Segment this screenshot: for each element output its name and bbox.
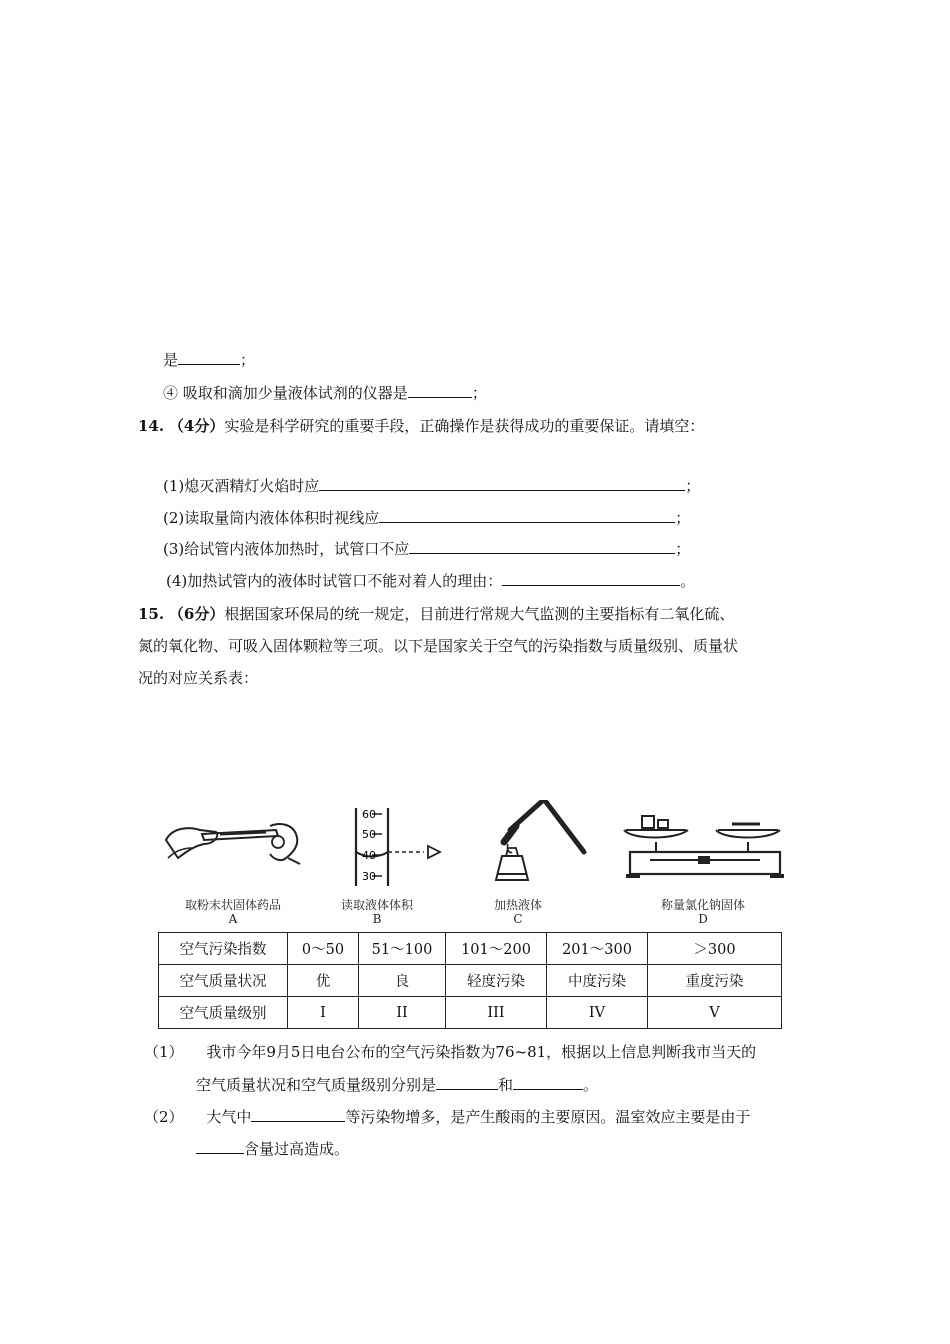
table-cell: V <box>648 997 782 1029</box>
q15-stem-line-3 <box>138 668 258 688</box>
question-score: （4分） <box>168 417 225 435</box>
graduated-cylinder-illustration <box>338 800 468 900</box>
caption-letter: A <box>228 912 238 926</box>
question-number: 14. <box>138 417 165 435</box>
answer-blank[interactable] <box>178 349 240 365</box>
table-cell: 101～200 <box>446 933 547 965</box>
tick-label: 30 <box>362 870 376 883</box>
sub-question-text: 我市今年9月5日电台公布的空气污染指数为76~81，根据以上信息判断我市当天的 <box>206 1043 757 1061</box>
table-cell: IV <box>547 997 648 1029</box>
answer-blank[interactable] <box>436 1074 498 1090</box>
sub-question-text: 空气质量状况和空气质量级别分别是 <box>196 1076 437 1094</box>
item-text: 加热试管内的液体时试管口不能对着人的理由： <box>187 572 503 590</box>
q13-item-4-text: 吸取和滴加少量液体试剂的仪器是 <box>182 384 408 402</box>
q13-line-tail <box>163 349 255 370</box>
answer-blank[interactable] <box>319 475 685 491</box>
q15-stem-line-2 <box>138 636 738 656</box>
q13-item-4 <box>163 382 487 403</box>
table-cell: 良 <box>359 965 446 997</box>
table-row <box>159 997 782 1029</box>
q13-tail-prefix: 是 <box>163 351 179 369</box>
table-cell: 重度污染 <box>648 965 782 997</box>
sub-question-text: 。 <box>583 1076 599 1094</box>
item-text: 熄灭酒精灯火焰时应 <box>184 477 320 495</box>
figure-caption-c <box>468 898 568 926</box>
item-label: (3) <box>163 540 185 558</box>
answer-blank[interactable] <box>379 507 675 523</box>
experiment-figures <box>158 800 788 930</box>
sub-question-1-line-2 <box>196 1074 598 1095</box>
q14-item-4 <box>166 570 695 591</box>
question-number: 15. <box>138 605 165 623</box>
caption-text: 读取液体体积 <box>340 898 413 912</box>
table-cell: 优 <box>288 965 359 997</box>
caption-text: 称量氯化钠固体 <box>660 898 745 912</box>
item-suffix: ； <box>685 477 701 495</box>
question-score: （6分） <box>168 605 225 623</box>
sub-question-text: 和 <box>498 1076 514 1094</box>
figure-caption-a <box>158 898 308 926</box>
figure-caption-d <box>618 898 788 926</box>
sub-question-text: 等污染物增多，是产生酸雨的主要原因。温室效应主要是由于 <box>345 1108 751 1126</box>
q13-item-4-suffix: ； <box>471 384 487 402</box>
caption-letter: D <box>698 912 708 926</box>
question-stem-line: 氮的氧化物、可吸入固体颗粒等三项。以下是国家关于空气的污染指数与质量级别、质量状 <box>138 637 739 655</box>
item-label: (4) <box>166 572 188 590</box>
q14-item-1 <box>163 475 700 496</box>
table-cell: 空气质量状况 <box>159 965 288 997</box>
air-quality-table <box>158 932 782 1029</box>
table-cell: 空气污染指数 <box>159 933 288 965</box>
q14-item-2 <box>163 507 690 528</box>
table-row <box>159 965 782 997</box>
item-suffix: ； <box>675 540 691 558</box>
question-stem-line: 况的对应关系表： <box>138 669 259 687</box>
caption-text: 加热液体 <box>493 898 542 912</box>
sub-question-label: （1） <box>144 1043 184 1061</box>
sub-question-1-line-1 <box>144 1042 756 1062</box>
answer-blank[interactable] <box>409 538 675 554</box>
tick-label: 40 <box>362 849 376 862</box>
caption-letter: C <box>513 912 523 926</box>
sub-question-text: 含量过高造成。 <box>244 1140 350 1158</box>
table-cell: 轻度污染 <box>446 965 547 997</box>
balance-illustration <box>620 800 790 900</box>
caption-letter: B <box>372 912 382 926</box>
item-text: 给试管内液体加热时，试管口不应 <box>184 540 410 558</box>
tick-label: 60 <box>362 808 376 821</box>
question-stem: 实验是科学研究的重要手段，正确操作是获得成功的重要保证。请填空： <box>224 417 705 435</box>
table-cell: III <box>446 997 547 1029</box>
q14-item-3 <box>163 538 690 559</box>
table-cell: 201～300 <box>547 933 648 965</box>
answer-blank[interactable] <box>502 570 680 586</box>
sub-question-2-line-1 <box>144 1106 750 1127</box>
table-cell: ＞300 <box>648 933 782 965</box>
answer-blank[interactable] <box>251 1106 345 1122</box>
sub-question-label: （2） <box>144 1108 184 1126</box>
item-suffix: ； <box>675 509 691 527</box>
table-cell: 中度污染 <box>547 965 648 997</box>
circled-number-4: ④ <box>163 384 179 402</box>
tick-label: 50 <box>362 828 376 841</box>
table-cell: 0～50 <box>288 933 359 965</box>
sub-question-text: 大气中 <box>206 1108 252 1126</box>
answer-blank[interactable] <box>513 1074 583 1090</box>
q14-heading <box>138 416 704 436</box>
table-cell: 空气质量级别 <box>159 997 288 1029</box>
question-stem-line: 根据国家环保局的统一规定，目前进行常规大气监测的主要指标有二氧化硫、 <box>224 605 735 623</box>
powder-sampling-illustration <box>158 800 308 900</box>
answer-blank[interactable] <box>408 382 472 398</box>
q13-tail-suffix: ； <box>240 351 256 369</box>
item-label: (2) <box>163 509 185 527</box>
table-cell: II <box>359 997 446 1029</box>
sub-question-2-line-2 <box>196 1138 349 1159</box>
eye-icon <box>428 846 440 858</box>
figure-caption-b <box>322 898 432 926</box>
q15-heading <box>138 604 734 624</box>
heating-liquid-illustration <box>480 800 600 900</box>
item-label: (1) <box>163 477 185 495</box>
table-cell: I <box>288 997 359 1029</box>
table-row <box>159 933 782 965</box>
answer-blank[interactable] <box>196 1138 244 1154</box>
item-suffix: 。 <box>680 572 696 590</box>
caption-text: 取粉末状固体药品 <box>184 898 281 912</box>
table-cell: 51～100 <box>359 933 446 965</box>
item-text: 读取量筒内液体体积时视线应 <box>184 509 380 527</box>
